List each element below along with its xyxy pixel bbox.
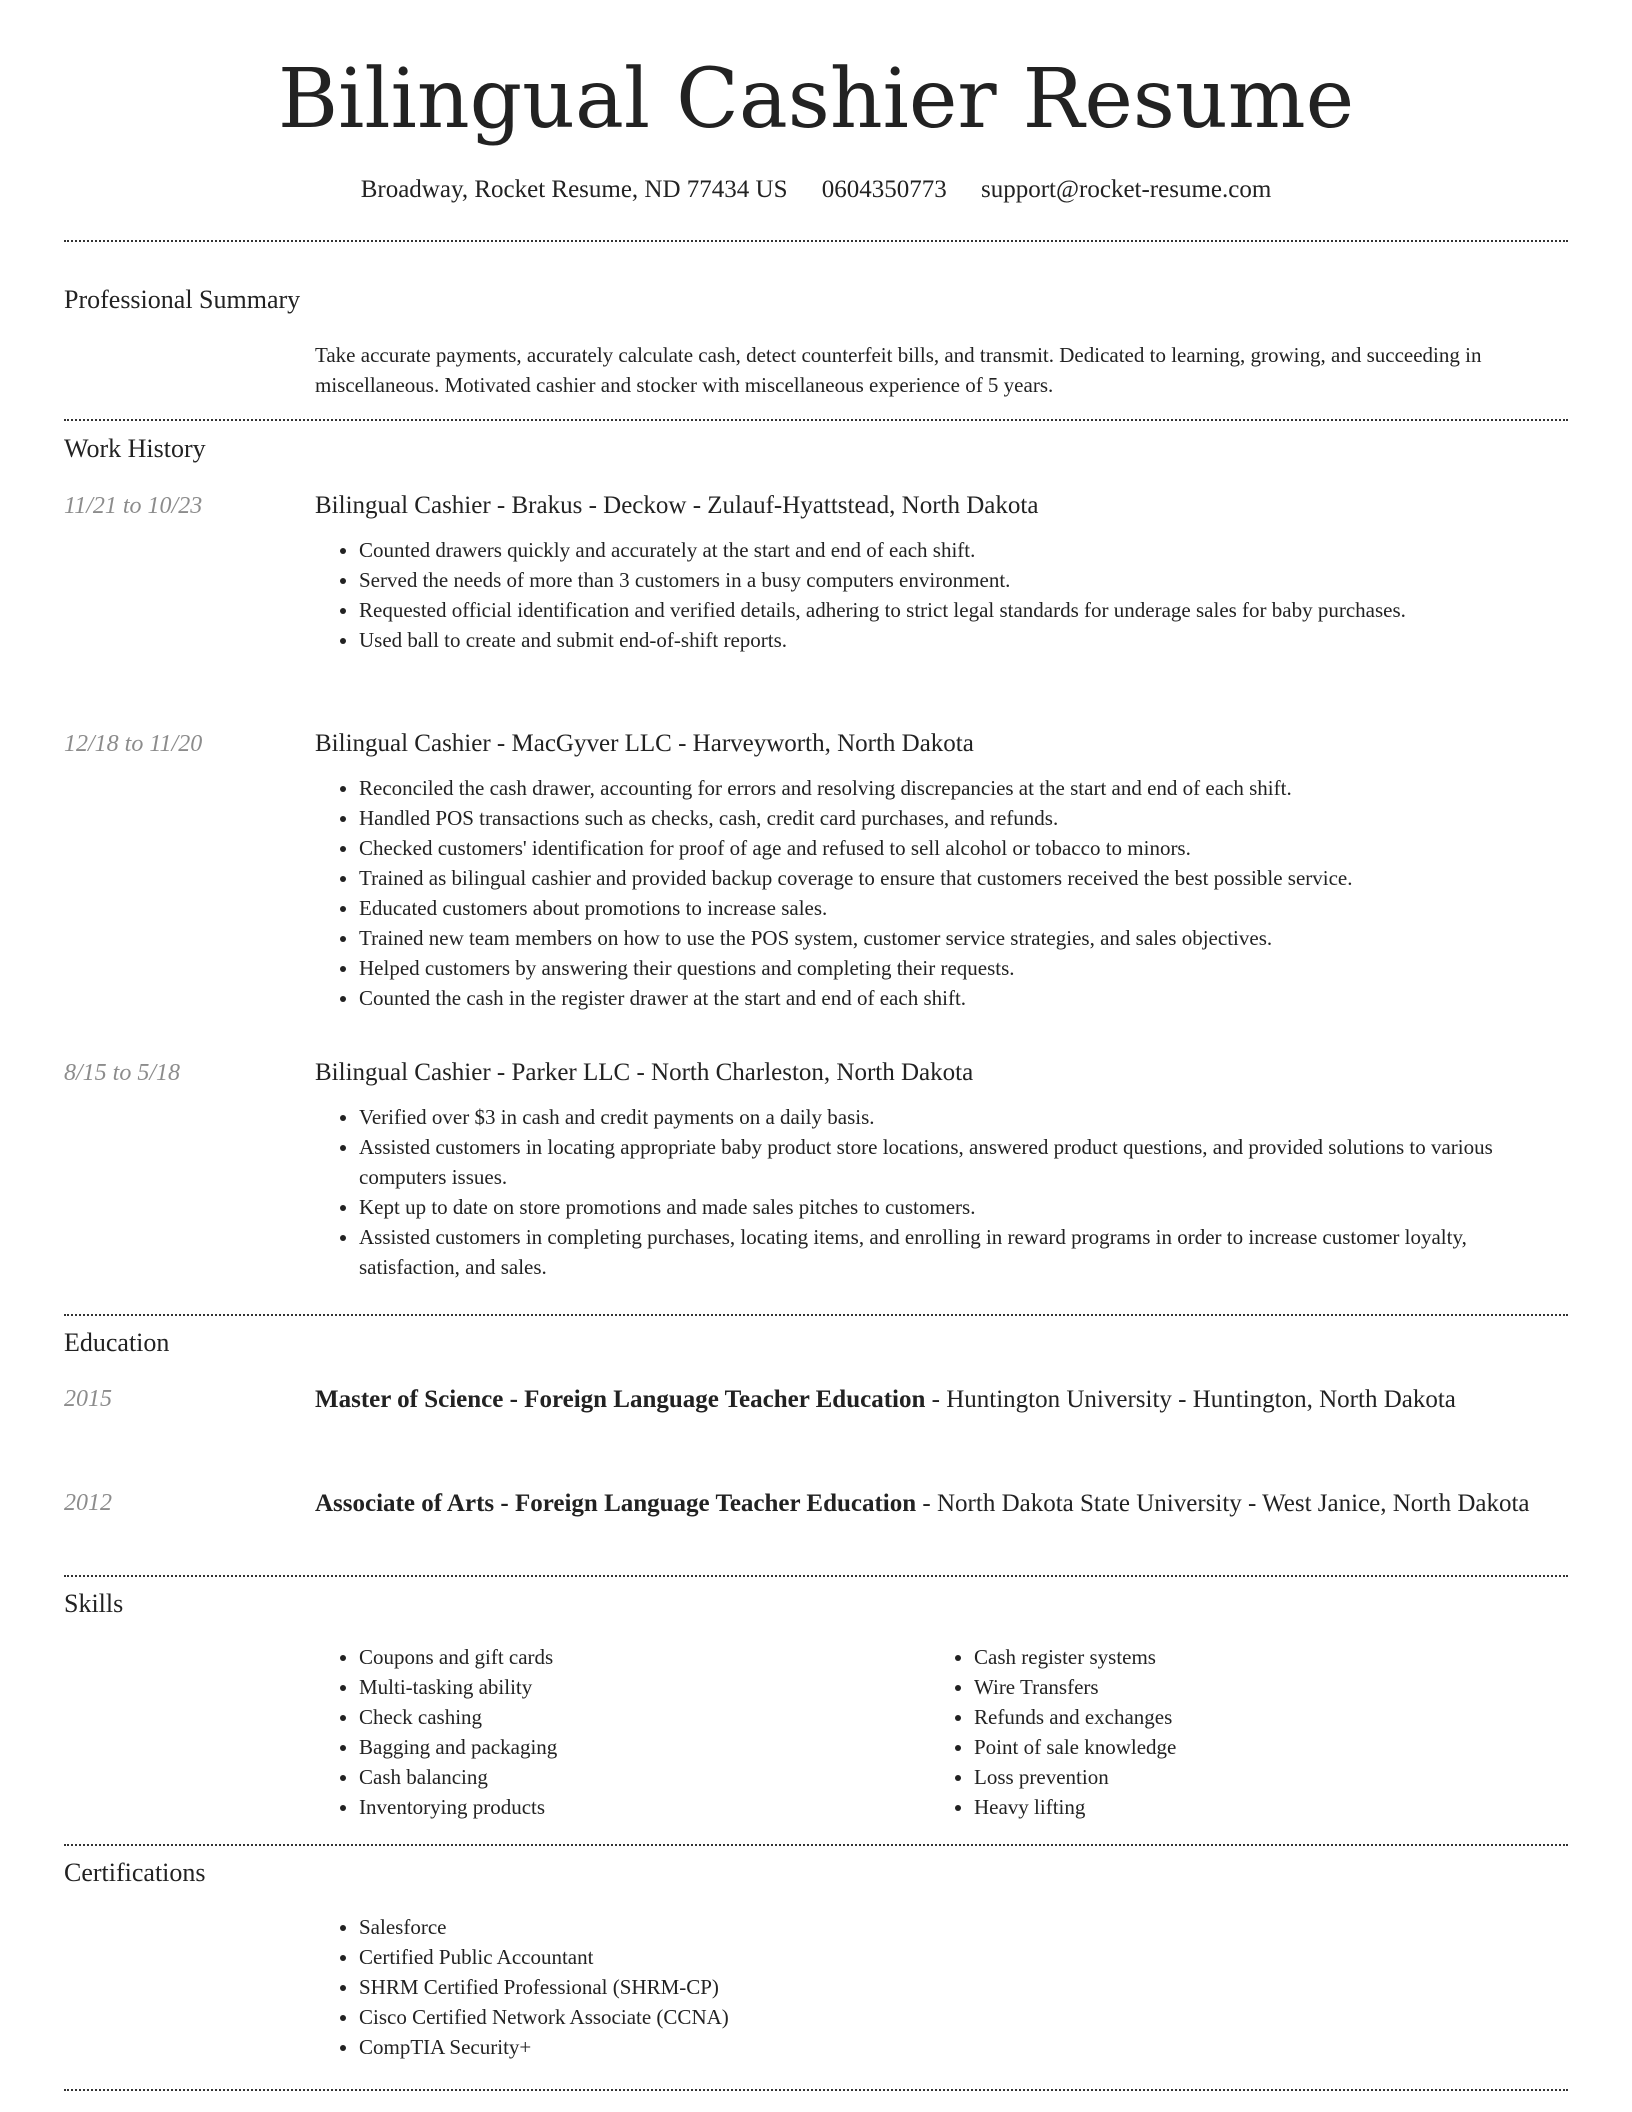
list-item: • Helped customers by answering their questions and completing their requests.: [359, 953, 1565, 983]
job-entry: [315, 727, 1565, 1013]
job-entry: [315, 1056, 1565, 1282]
list-item: • Cash register systems: [974, 1642, 1530, 1672]
job-title: Bilingual Cashier - MacGyver LLC - Harveyworth, North Dakota: [315, 730, 974, 757]
list-item: • Wire Transfers: [974, 1672, 1530, 1702]
list-item: • SHRM Certified Professional (SHRM-CP): [359, 1972, 1565, 2002]
list-item: • Trained new team members on how to use the POS system, customer service strategies, and sales objectives.: [359, 923, 1565, 953]
divider: [64, 2089, 1568, 2091]
list-item: • Counted the cash in the register drawer at the start and end of each shift.: [359, 983, 1565, 1013]
section-title-skills: Skills: [64, 1589, 124, 1618]
skills-list: [315, 1642, 915, 1822]
summary-text: Take accurate payments, accurately calculate cash, detect counterfeit bills, and transmit. Dedicated to learning, growing, and succeeding in miscellaneous. Motivated cashier and stocker with miscellaneous experience of 5 years.: [315, 343, 1482, 397]
email: support@rocket-resume.com: [981, 176, 1272, 203]
list-item: • Trained as bilingual cashier and provided backup coverage to ensure that customers received the best possible service.: [359, 863, 1565, 893]
degree: Master of Science - Foreign Language Teacher Education: [315, 1386, 926, 1413]
list-item: • Bagging and packaging: [359, 1732, 915, 1762]
list-item: • Counted drawers quickly and accurately at the start and end of each shift.: [359, 535, 1565, 565]
skills-column-left: [315, 1642, 915, 1822]
list-item: • Coupons and gift cards: [359, 1642, 915, 1672]
list-item: • Cash balancing: [359, 1762, 915, 1792]
phone: 0604350773: [821, 176, 947, 203]
list-item: • Assisted customers in locating appropriate baby product store locations, answered product questions, and provided solutions to various computers issues.: [359, 1132, 1565, 1192]
list-item: • Cisco Certified Network Associate (CCNA): [359, 2002, 1565, 2032]
certifications-block: [315, 1912, 1565, 2062]
divider: [64, 1844, 1568, 1846]
education-year: 2012: [64, 1490, 112, 1516]
job-bullets: [315, 773, 1565, 1013]
list-item: • Refunds and exchanges: [974, 1702, 1530, 1732]
list-item: • Used ball to create and submit end-of-shift reports.: [359, 625, 1565, 655]
list-item: • Check cashing: [359, 1702, 915, 1732]
list-item: • Inventorying products: [359, 1792, 915, 1822]
job-date: 11/21 to 10/23: [64, 493, 203, 519]
job-bullets: [315, 1102, 1565, 1282]
education-entry: [315, 1382, 1565, 1418]
address: Broadway, Rocket Resume, ND 77434 US: [360, 176, 788, 203]
resume-title: Bilingual Cashier Resume: [277, 52, 1355, 147]
education-entry: [315, 1486, 1565, 1522]
list-item: • Handled POS transactions such as checks, cash, credit card purchases, and refunds.: [359, 803, 1565, 833]
list-item: • Reconciled the cash drawer, accounting for errors and resolving discrepancies at the start and end of each shift.: [359, 773, 1565, 803]
skills-list: [930, 1642, 1530, 1822]
job-title: Bilingual Cashier - Brakus - Deckow - Zulauf-Hyattstead, North Dakota: [315, 492, 1039, 519]
school: - Huntington University - Huntington, North Dakota: [925, 1386, 1456, 1413]
list-item: • Checked customers' identification for proof of age and refused to sell alcohol or tobacco to minors.: [359, 833, 1565, 863]
list-item: • Educated customers about promotions to increase sales.: [359, 893, 1565, 923]
degree: Associate of Arts - Foreign Language Teacher Education: [315, 1490, 917, 1517]
education-year: 2015: [64, 1386, 112, 1412]
certifications-list: [315, 1912, 1565, 2062]
list-item: • Served the needs of more than 3 customers in a busy computers environment.: [359, 565, 1565, 595]
list-item: • Verified over $3 in cash and credit payments on a daily basis.: [359, 1102, 1565, 1132]
list-item: • CompTIA Security+: [359, 2032, 1565, 2062]
list-item: • Heavy lifting: [974, 1792, 1530, 1822]
contact-line: [0, 170, 1632, 210]
list-item: • Kept up to date on store promotions and made sales pitches to customers.: [359, 1192, 1565, 1222]
list-item: • Point of sale knowledge: [974, 1732, 1530, 1762]
section-title-education: Education: [64, 1328, 170, 1357]
job-date: 8/15 to 5/18: [64, 1060, 181, 1086]
section-title-certifications: Certifications: [64, 1858, 206, 1887]
section-title-summary: Professional Summary: [64, 285, 301, 314]
list-item: • Loss prevention: [974, 1762, 1530, 1792]
job-title: Bilingual Cashier - Parker LLC - North Charleston, North Dakota: [315, 1059, 974, 1086]
divider: [64, 240, 1568, 242]
job-bullets: [315, 535, 1565, 655]
skills-column-right: [930, 1642, 1530, 1822]
section-title-work: Work History: [64, 434, 206, 463]
list-item: • Salesforce: [359, 1912, 1565, 1942]
job-entry: [315, 489, 1565, 655]
list-item: • Requested official identification and verified details, adhering to strict legal standards for underage sales for baby purchases.: [359, 595, 1565, 625]
school: - North Dakota State University - West Janice, North Dakota: [916, 1490, 1530, 1517]
divider: [64, 1314, 1568, 1316]
list-item: • Assisted customers in completing purchases, locating items, and enrolling in reward programs in order to increase customer loyalty, satisfaction, and sales.: [359, 1222, 1565, 1282]
job-date: 12/18 to 11/20: [64, 731, 203, 757]
divider: [64, 1575, 1568, 1577]
divider: [64, 419, 1568, 421]
list-item: • Certified Public Accountant: [359, 1942, 1565, 1972]
list-item: • Multi-tasking ability: [359, 1672, 915, 1702]
